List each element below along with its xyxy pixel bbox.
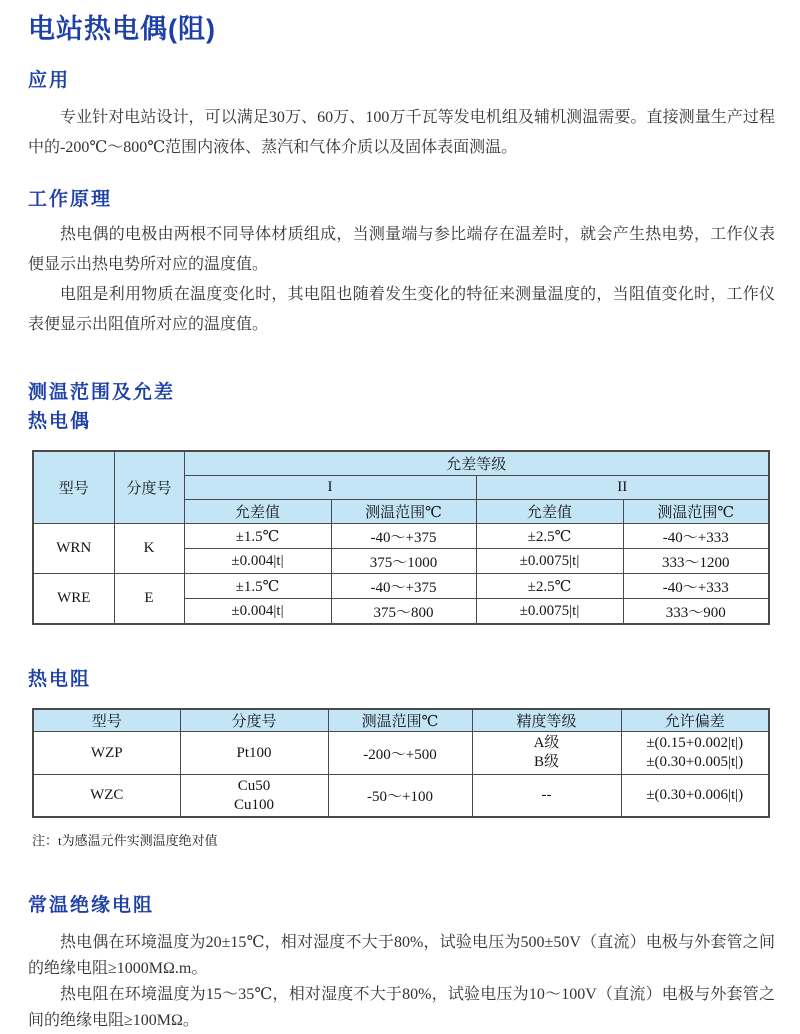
section-heading-range: 测温范围及允差 [28,382,176,403]
tc-cell-tol: ±0.0075|t| [476,599,623,625]
rtd-cell-range: -50～+100 [328,775,472,818]
cell-line: ±(0.30+0.006|t|) [646,787,744,803]
rtd-cell-range: -200～+500 [328,732,472,775]
tc-header-range-1: 测温范围℃ [331,500,476,524]
rtd-header-graduation: 分度号 [180,709,328,732]
tc-cell-range: -40～+375 [331,574,476,599]
tc-header-tolerance-2: 允差值 [476,500,623,524]
tc-cell-range: 333～900 [623,599,769,625]
tc-cell-graduation: E [114,574,184,625]
section-heading-principle: 工作原理 [28,189,113,210]
document-page [0,12,800,1034]
insulation-paragraph-1: 热电偶在环境温度为20±15℃，相对湿度不大于80%，试验电压为500±50V（直流）电极与外套管之间的绝缘电阻≥1000MΩ.m。 [28,934,775,977]
rtd-row-wzc [33,775,769,818]
tc-cell-range: -40～+333 [623,574,769,599]
rtd-cell-model: WZC [33,775,180,818]
rtd-cell-accuracy [472,775,621,818]
application-paragraph: 专业针对电站设计，可以满足30万、60万、100万千瓦等发电机组及辅机测温需要。直接测量生产过程中的-200℃～800℃范围内液体、蒸汽和气体介质以及固体表面测温。 [28,109,775,156]
insulation-paragraph-2: 热电阻在环境温度为15～35℃，相对湿度不大于80%，试验电压为10～100V（直流）电极与外套管之间的绝缘电阻≥100MΩ。 [28,986,775,1029]
cell-line: -- [541,787,552,803]
tc-cell-model: WRN [33,524,114,574]
rtd-header-accuracy: 精度等级 [472,709,621,732]
rtd-cell-deviation [621,775,769,818]
tc-cell-tol: ±2.5℃ [476,524,623,549]
tc-cell-tol: ±0.004|t| [184,599,331,625]
rtd-header-model: 型号 [33,709,180,732]
section-heading-application: 应用 [28,70,71,91]
rtd-cell-accuracy [472,732,621,775]
tc-header-model: 型号 [33,451,114,524]
tc-cell-range: -40～+333 [623,524,769,549]
page-title: 电站热电偶(阻) [28,14,216,44]
cell-line: ±(0.15+0.002|t|) [646,735,744,751]
tc-row-wre-1 [33,574,769,599]
section-heading-rtd: 热电阻 [28,669,92,690]
cell-line: ±(0.30+0.005|t|) [646,754,744,770]
rtd-header-deviation: 允许偏差 [621,709,769,732]
rtd-cell-graduation [180,775,328,818]
table-note: 注：t为感温元件实测温度绝对值 [32,833,218,848]
rtd-row-wzp [33,732,769,775]
tc-cell-graduation: K [114,524,184,574]
tc-header-class-1: I [184,476,476,500]
thermocouple-table [32,450,770,625]
tc-header-range-2: 测温范围℃ [623,500,769,524]
tc-cell-tol: ±1.5℃ [184,524,331,549]
rtd-header-range: 测温范围℃ [328,709,472,732]
tc-cell-tol: ±2.5℃ [476,574,623,599]
tc-header-class-2: II [476,476,769,500]
section-heading-insulation: 常温绝缘电阻 [28,895,155,916]
rtd-table [32,708,770,818]
tc-cell-tol: ±0.004|t| [184,549,331,574]
tc-cell-range: 333～1200 [623,549,769,574]
tc-header-row-1 [33,451,769,476]
rtd-cell-model: WZP [33,732,180,775]
principle-paragraph-2: 电阻是利用物质在温度变化时，其电阻也随着发生变化的特征来测量温度的，当阻值变化时，工作仪表便显示出阻值所对应的温度值。 [28,286,775,333]
rtd-cell-graduation [180,732,328,775]
cell-line: B级 [533,754,559,770]
tc-cell-tol: ±0.0075|t| [476,549,623,574]
tc-row-wrn-1 [33,524,769,549]
tc-cell-range: -40～+375 [331,524,476,549]
tc-cell-range: 375～1000 [331,549,476,574]
cell-line: Cu50 [237,777,271,794]
tc-header-tolerance-class: 允差等级 [184,451,769,476]
tc-cell-tol: ±1.5℃ [184,574,331,599]
tc-header-graduation: 分度号 [114,451,184,524]
rtd-header-row [33,709,769,732]
rtd-cell-deviation [621,732,769,775]
subsection-heading-thermocouple: 热电偶 [28,411,92,432]
tc-cell-model: WRE [33,574,114,625]
principle-paragraph-1: 热电偶的电极由两根不同导体材质组成，当测量端与参比端存在温差时，就会产生热电势，工作仪表便显示出热电势所对应的温度值。 [28,226,775,273]
cell-line: A级 [533,735,560,751]
cell-line: Pt100 [236,744,272,761]
cell-line: Cu100 [233,796,274,813]
tc-cell-range: 375～800 [331,599,476,625]
tc-header-tolerance-1: 允差值 [184,500,331,524]
